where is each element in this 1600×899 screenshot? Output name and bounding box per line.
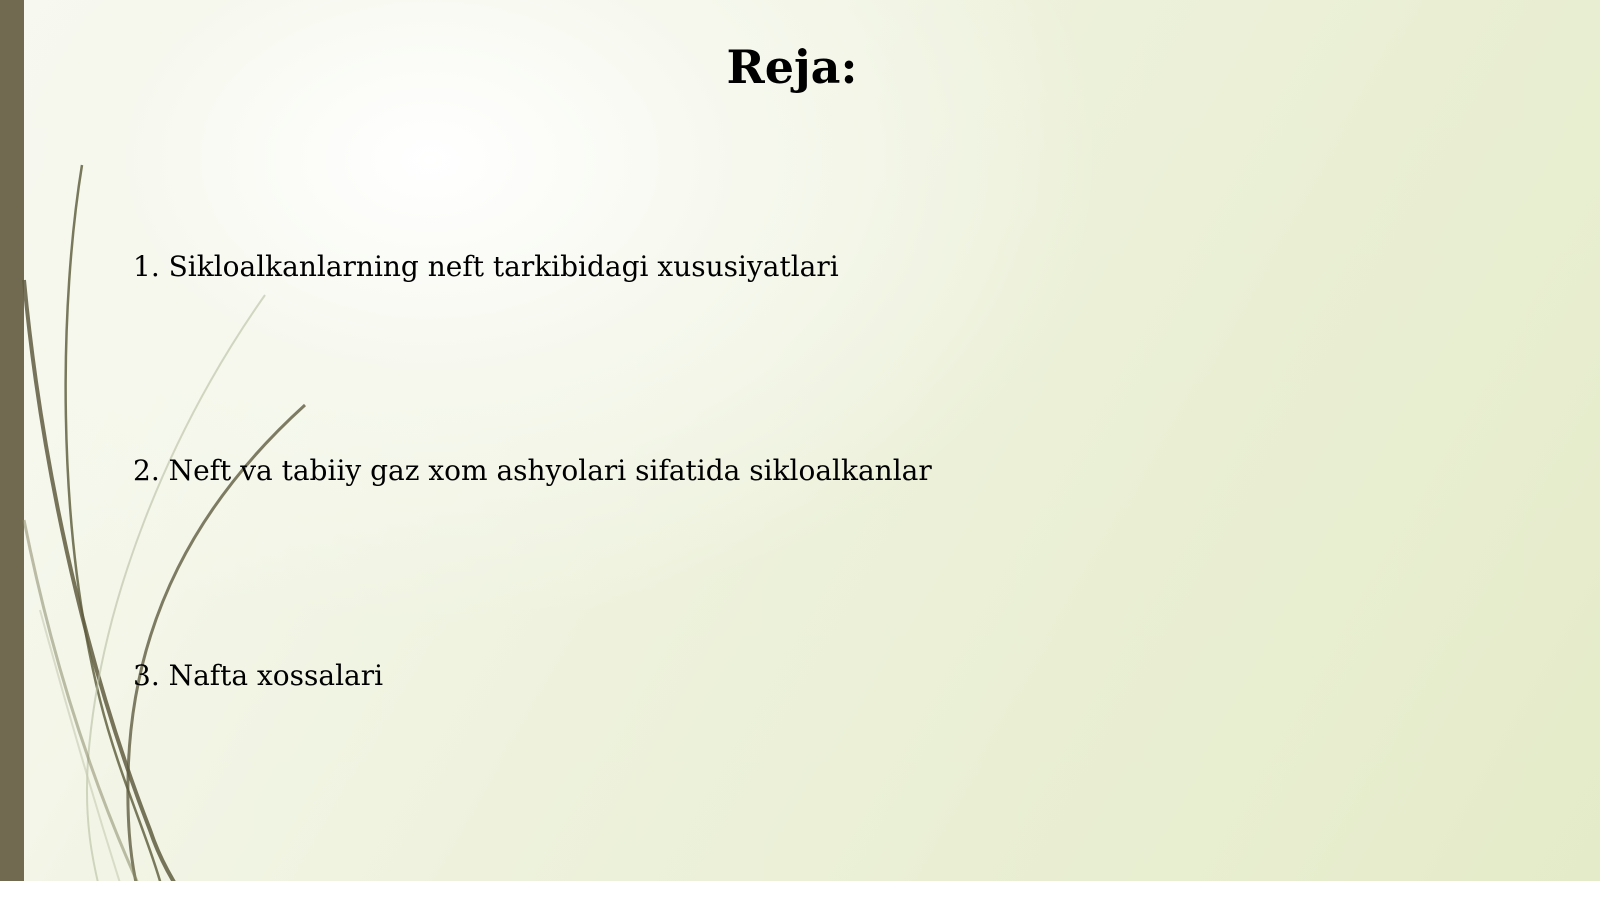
grass-blade-4 [87, 295, 265, 899]
grass-blade-6 [40, 610, 125, 899]
slide-title: Reja: [726, 40, 858, 94]
grass-decoration-icon [0, 0, 320, 899]
plan-item-1: 1. Sikloalkanlarning neft tarkibidagi xususiyatlari [133, 250, 839, 283]
plan-item-2: 2. Neft va tabiiy gaz xom ashyolari sifatida sikloalkanlar [133, 454, 932, 487]
plan-item-3: 3. Nafta xossalari [133, 659, 384, 692]
grass-blade-5 [24, 520, 145, 899]
bottom-strip [0, 881, 1600, 899]
